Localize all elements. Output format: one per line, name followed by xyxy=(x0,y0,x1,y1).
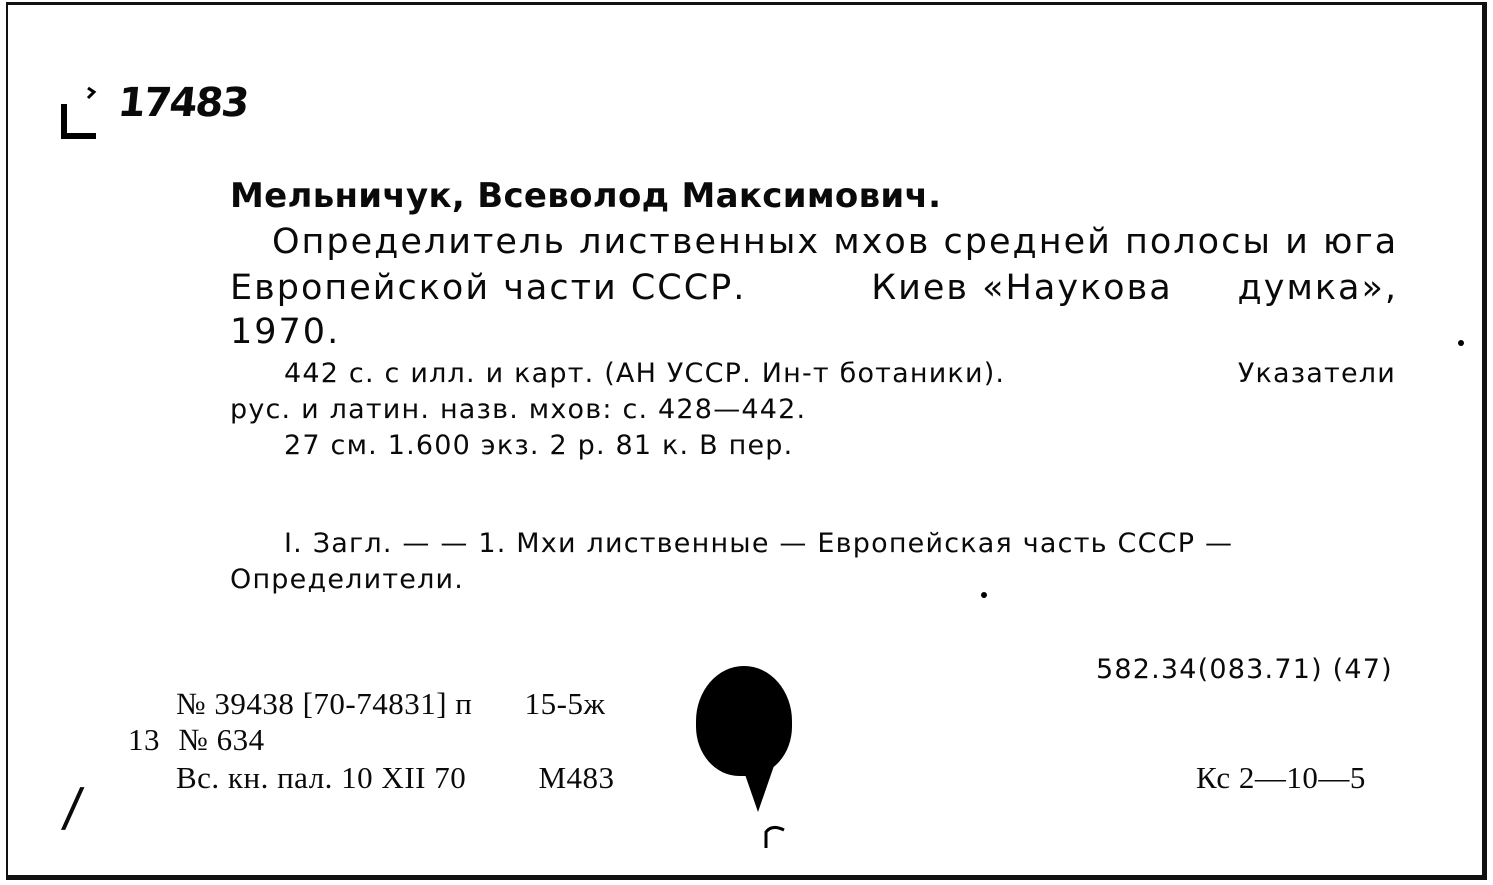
physical-text: Указатели xyxy=(1237,358,1396,389)
physical-line-1 xyxy=(284,358,1396,389)
title-line-3 xyxy=(230,312,340,352)
card-classification: Кс 2—10—5 xyxy=(1196,760,1366,795)
footer-line-3 xyxy=(176,760,615,796)
footer-prefix: 13 xyxy=(128,722,160,757)
author-heading: Мельничук, Всеволод Максимович. xyxy=(230,176,942,216)
tracing-line-2: Определители. xyxy=(230,564,465,595)
title-text: думка», xyxy=(1237,268,1398,308)
physical-text: 442 с. с илл. и карт. (АН УССР. Ин-т ботаники). xyxy=(284,358,1006,389)
udc-code: 582.34(083.71) (47) xyxy=(1096,654,1393,685)
physical-line-2 xyxy=(230,394,806,425)
physical-line-3 xyxy=(284,430,793,461)
inventory-number: 17483 xyxy=(115,80,250,126)
registry-code: 15-5ж xyxy=(524,686,606,721)
ink-mark-icon xyxy=(756,820,796,850)
book-chamber-code: М483 xyxy=(538,760,615,795)
title-line-1 xyxy=(272,222,1398,262)
title-text: Европейской части СССР. xyxy=(230,268,747,308)
margin-pencil-mark: / xyxy=(59,778,86,838)
title-line-2 xyxy=(230,268,1398,308)
title-text: Определитель лиственных мхов средней полосы и юга xyxy=(272,222,1399,262)
registry-number: № 39438 [70-74831] п xyxy=(176,686,473,721)
speck xyxy=(981,592,987,598)
footer-line-2 xyxy=(128,722,265,758)
title-text: Киев «Наукова xyxy=(871,268,1173,308)
book-chamber-date: Вс. кн. пал. 10 XII 70 xyxy=(176,760,467,795)
title-text: 1970. xyxy=(230,312,341,352)
ink-blot-tail xyxy=(740,760,776,812)
speck xyxy=(1458,340,1464,346)
inventory-stamp-mark xyxy=(58,86,102,142)
stamp-bracket-icon xyxy=(58,86,102,142)
tracing-line-1: I. Загл. — — 1. Мхи лиственные — Европейская часть СССР — xyxy=(284,528,1234,559)
order-number: № 634 xyxy=(178,722,265,757)
physical-text: 27 см. 1.600 экз. 2 р. 81 к. В пер. xyxy=(284,430,794,461)
footer-line-1 xyxy=(176,686,605,722)
physical-text: рус. и латин. назв. мхов: с. 428—442. xyxy=(230,394,807,425)
